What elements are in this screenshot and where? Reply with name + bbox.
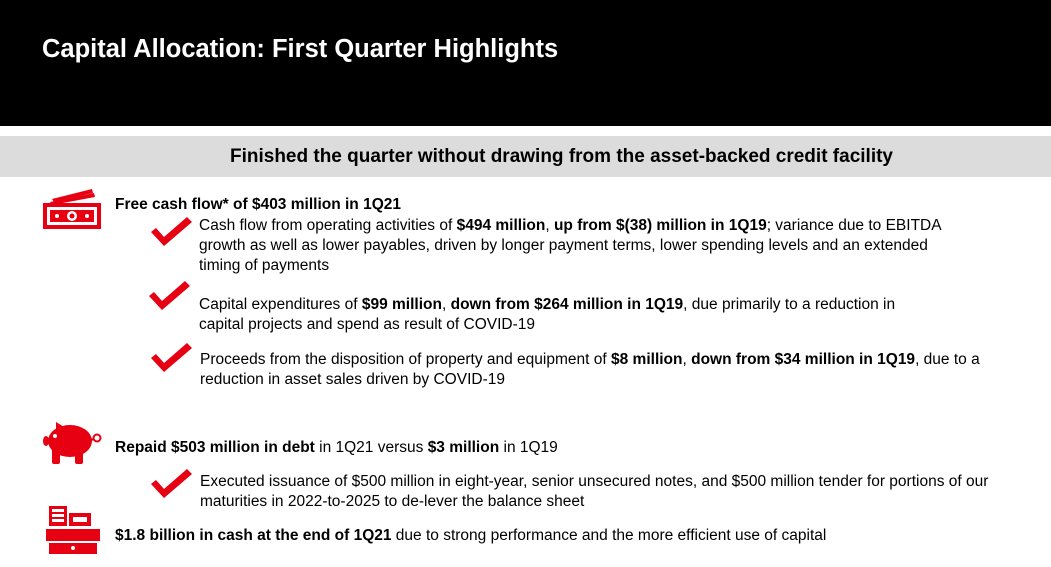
bullet-text: ,: [441, 296, 451, 313]
bullet-text: maturities in 2022-to-2025 to de-lever the balance sheet: [200, 493, 585, 510]
debt-heading: [115, 438, 558, 458]
bullet-text: capital projects and spend as result of COVID-19: [199, 316, 536, 333]
bullet-text-bold: down from $34 million in 1Q19: [691, 351, 916, 368]
banner-text: Finished the quarter without drawing from the asset-backed credit facility: [229, 146, 893, 167]
bullet-text: growth as well as lower payables, driven by longer payment terms, lower spending levels and an extended: [199, 237, 928, 254]
checkmark-icon: [150, 216, 193, 247]
title-bar: [0, 0, 1051, 126]
bullet-line: [199, 216, 942, 236]
heading-text: Free cash flow* of $403 million in 1Q21: [115, 196, 401, 213]
bullet-line: [199, 315, 535, 335]
checkmark-icon: [148, 280, 191, 311]
bullet-text: Capital expenditures of: [199, 296, 362, 313]
highlight-banner: [0, 136, 1051, 177]
bullet-text: , due to a: [915, 351, 980, 368]
heading-text: in 1Q19: [499, 439, 558, 456]
bullet-text-bold: $99 million: [361, 296, 442, 313]
heading-text: due to strong performance and the more efficient use of capital: [391, 527, 827, 544]
piggy-bank-icon: [43, 419, 103, 465]
cash-position-heading: [115, 526, 826, 546]
checkmark-icon: [150, 468, 193, 499]
cash-register-icon: [45, 505, 101, 555]
bullet-line: [199, 256, 329, 276]
bullet-line: [200, 492, 584, 512]
bullet-text: , due primarily to a reduction in: [683, 296, 896, 313]
bullet-text-bold: $494 million: [456, 217, 546, 234]
heading-text-bold: $1.8 billion in cash at the end of 1Q21: [115, 527, 392, 544]
bullet-line: [199, 295, 895, 315]
bullet-text: ,: [545, 217, 554, 234]
bullet-text: ; variance due to EBITDA: [766, 217, 942, 234]
bullet-text: Proceeds from the disposition of property and equipment of: [200, 351, 611, 368]
bullet-line: [200, 350, 980, 370]
bullet-text-bold: down from $264 million in 1Q19: [450, 296, 684, 313]
bullet-text: timing of payments: [199, 257, 330, 274]
page-title: Capital Allocation: First Quarter Highlights: [42, 35, 559, 63]
checkmark-icon: [150, 342, 193, 373]
bullet-text-bold: up from $(38) million in 1Q19: [553, 217, 767, 234]
bullet-text: Executed issuance of $500 million in eight-year, senior unsecured notes, and $500 million tender for portions of our: [200, 473, 989, 490]
bullet-text: reduction in asset sales driven by COVID-19: [200, 371, 505, 388]
cash-icon: [42, 187, 102, 230]
bullet-text: Cash flow from operating activities of: [199, 217, 457, 234]
bullet-text-bold: $8 million: [611, 351, 683, 368]
heading-text-bold: Repaid $503 million in debt: [115, 439, 315, 456]
bullet-text: ,: [682, 351, 692, 368]
bullet-line: [200, 370, 505, 390]
heading-text-bold: $3 million: [427, 439, 500, 456]
heading-text: in 1Q21 versus: [314, 439, 428, 456]
bullet-line: [200, 472, 988, 492]
bullet-line: [199, 236, 928, 256]
cash-flow-heading: [115, 195, 401, 215]
